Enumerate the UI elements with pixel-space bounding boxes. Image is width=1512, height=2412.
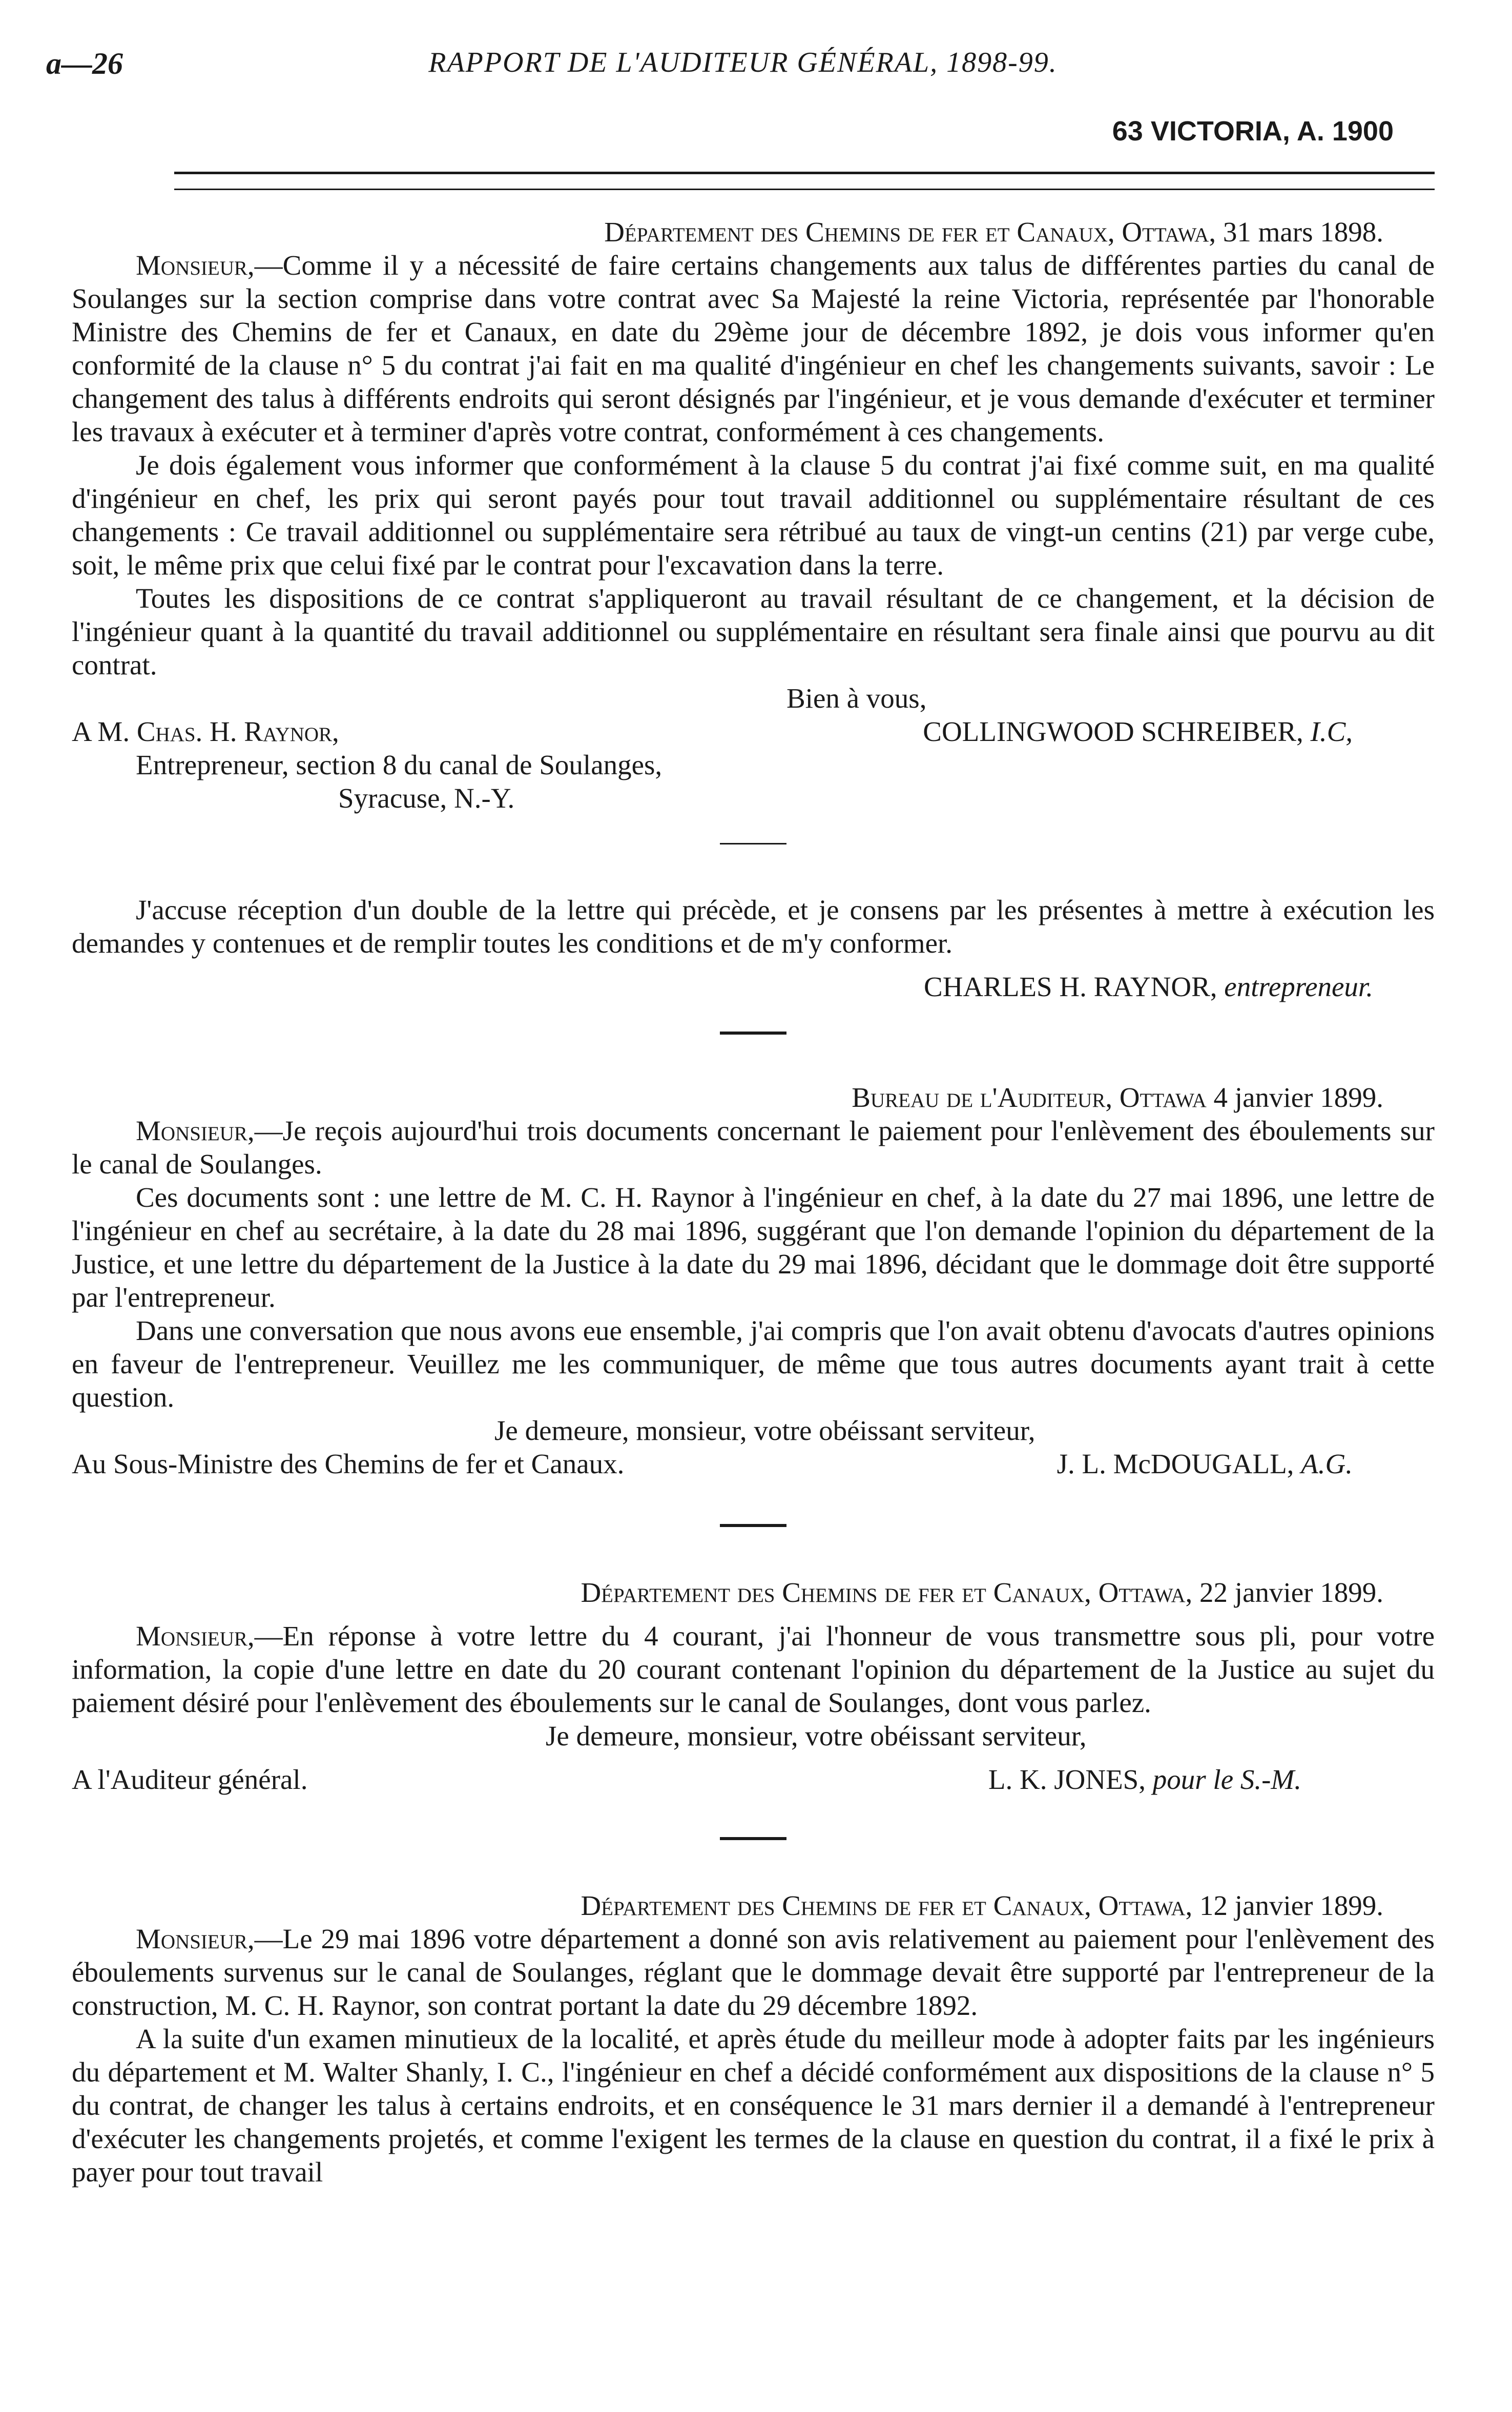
letter-3 (72, 1576, 1435, 1796)
letter-2-paragraph: Monsieur,—Je reçois aujourd'hui trois documents concernant le paiement pour l'enlèvement des éboulements sur le canal de Soulanges. (72, 1115, 1435, 1180)
letter-3-signature-row (72, 1763, 1435, 1796)
separator-rule (720, 1524, 786, 1527)
salutation: Monsieur, (136, 250, 255, 281)
letter-2-dateline: Bureau de l'Auditeur, Ottawa 4 janvier 1899. (852, 1082, 1383, 1113)
page-header (46, 46, 1440, 87)
salutation: Monsieur, (136, 1115, 255, 1146)
signature: J. L. McDOUGALL, A.G. (1057, 1448, 1353, 1479)
letter-3-paragraph: Monsieur,—En réponse à votre lettre du 4 courant, j'ai l'honneur de vous transmettre sous pli, pour votre information, la copie d'une lettre en date du 20 courant contenant l'opinion du département de la Justice au sujet du paiement désiré pour l'enlèvement des éboulements sur le canal de Soulanges, dont vous parlez. (72, 1620, 1435, 1718)
separator-rule (720, 1032, 786, 1035)
separator-rule (720, 843, 786, 844)
letter-2-paragraph: Ces documents sont : une lettre de M. C. H. Raynor à l'ingénieur en chef, à la date du 27 mai 1896, une lettre de l'ingénieur en chef au secrétaire, à la date du 28 mai 1896, suggérant que l'on demande l'opinion du département de la Justice, et une lettre du département de la Justice à la date du 29 mai 1896, décidant que le dommage doit être supporté par l'entrepreneur. (72, 1182, 1435, 1313)
addressee: A M. Chas. H. Raynor, (72, 716, 339, 747)
salutation: Monsieur, (136, 1620, 255, 1652)
salutation: Monsieur, (136, 1923, 255, 1954)
separator-rule (720, 1837, 786, 1840)
letter-1-paragraph: Monsieur,—Comme il y a nécessité de faire certains changements aux talus de différentes parties du canal de Soulanges sur la section comprise dans votre contrat avec Sa Majesté la reine Victoria, représentée par l'honorable Ministre des Chemins de fer et Canaux, en date du 29ème jour de décembre 1892, je dois vous informer qu'en conformité de la clause n° 5 du contrat j'ai fait en ma qualité d'ingénieur en chef les changements suivants, savoir : Le changement des talus à différents endroits qui seront désignés par l'ingénieur, et je vous demande d'exécuter et terminer les travaux à exécuter et à terminer d'après votre contrat, conformément à ces changements. (72, 250, 1435, 447)
acknowledgement-signature: CHARLES H. RAYNOR, entrepreneur. (924, 971, 1373, 1002)
addressee-line: Entrepreneur, section 8 du canal de Soulanges, (136, 749, 662, 780)
letter-1-closing: Bien à vous, (786, 683, 927, 714)
letter-2-closing: Je demeure, monsieur, votre obéissant serviteur, (494, 1415, 1035, 1446)
recipient: A l'Auditeur général. (72, 1764, 308, 1795)
letter-1 (72, 215, 1435, 815)
document-body (72, 215, 1435, 2189)
page-folio: a—26 (46, 47, 123, 80)
letter-1-paragraph: Je dois également vous informer que conformément à la clause 5 du contrat j'ai fixé comme suit, en ma qualité d'ingénieur en chef, les prix qui seront payés pour tout travail additionnel ou supplémentaire résultant de ces changements : Ce travail additionnel ou supplémentaire sera rétribué au taux de vingt-un centins (21) par verge cube, soit, le même prix que celui fixé par le contrat pour l'excavation dans la terre. (72, 449, 1435, 581)
letter-2-paragraph: Dans une conversation que nous avons eue ensemble, j'ai compris que l'on avait obtenu d'avocats d'autres opinions en faveur de l'entrepreneur. Veuillez me les communiquer, de même que tous autres documents ayant trait à cette question. (72, 1315, 1435, 1413)
addressee-line: Syracuse, N.-Y. (338, 782, 515, 814)
letter-2-signature-row (72, 1447, 1435, 1480)
letter-3-dateline: Département des Chemins de fer et Canaux, Ottawa, 22 janvier 1899. (581, 1577, 1383, 1608)
letter-4-paragraph: A la suite d'un examen minutieux de la localité, et après étude du meilleur mode à adopter faits par les ingénieurs du département et M. Walter Shanly, I. C., l'ingénieur en chef a décidé conformément aux dispositions de la clause n° 5 du contrat, de changer les talus à certains endroits, et en conséquence le 31 mars dernier il a demandé à l'entrepreneur d'exécuter les changements projetés, et comme l'exigent les termes de la clause en question du contrat, il a fixé le prix à payer pour tout travail (72, 2023, 1435, 2188)
letter-1-dateline: Département des Chemins de fer et Canaux, Ottawa, 31 mars 1898. (604, 216, 1383, 248)
recipient: Au Sous-Ministre des Chemins de fer et Canaux. (72, 1448, 625, 1479)
acknowledgement-text: J'accuse réception d'un double de la lettre qui précède, et je consens par les présentes à mettre à exécution les demandes y contenues et de remplir toutes les conditions et de m'y conformer. (72, 894, 1435, 959)
signature: L. K. JONES, pour le S.-M. (988, 1764, 1301, 1795)
letter-3-closing: Je demeure, monsieur, votre obéissant serviteur, (546, 1720, 1087, 1751)
letter-1-paragraph: Toutes les dispositions de ce contrat s'appliqueront au travail résultant de ce changement, et la décision de l'ingénieur quant à la quantité du travail additionnel ou supplémentaire en résultant sera finale ainsi que pourvu au dit contrat. (72, 583, 1435, 681)
letter-1-signature-row (72, 715, 1435, 748)
letter-2 (72, 1081, 1435, 1480)
running-title: RAPPORT DE L'AUDITEUR GÉNÉRAL, 1898-99. (428, 47, 1058, 78)
letter-4-paragraph: Monsieur,—Le 29 mai 1896 votre département a donné son avis relativement au paiement pour l'enlèvement des éboulements survenus sur le canal de Soulanges, réglant que le dommage devait être supporté par l'entrepreneur de la construction, M. C. H. Raynor, son contrat portant la date du 29 décembre 1892. (72, 1923, 1435, 2021)
header-double-rule (174, 172, 1435, 190)
signature: COLLINGWOOD SCHREIBER, I.C, (923, 716, 1353, 747)
letter-4-dateline: Département des Chemins de fer et Canaux, Ottawa, 12 janvier 1899. (581, 1890, 1383, 1921)
acknowledgement (72, 893, 1435, 1003)
letter-4 (72, 1889, 1435, 2189)
session-label: 63 VICTORIA, A. 1900 (1112, 116, 1394, 147)
